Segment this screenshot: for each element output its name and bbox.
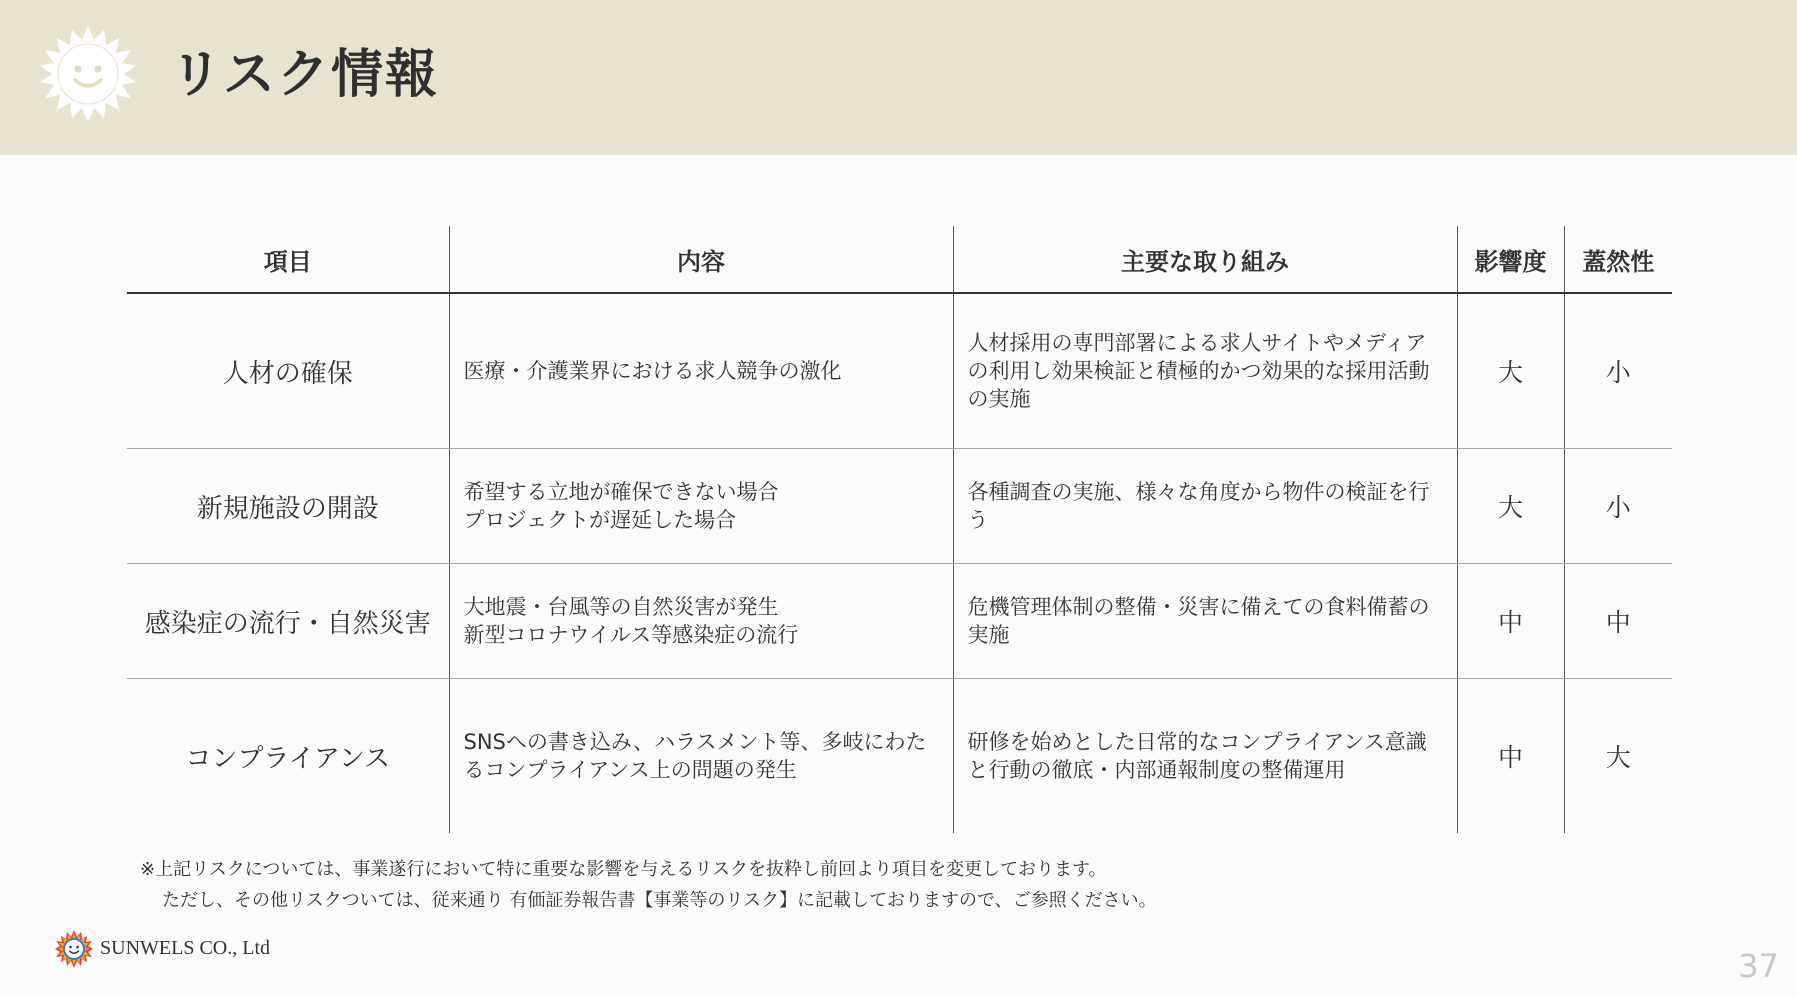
risk-probability: 中: [1564, 564, 1672, 679]
sun-face-icon: [38, 24, 138, 124]
header-band: [0, 0, 1797, 155]
risk-item: 人材の確保: [127, 293, 449, 449]
risk-content: SNSへの書き込み、ハラスメント等、多岐にわたるコンプライアンス上の問題の発生: [449, 679, 953, 834]
table-row: [127, 449, 1672, 564]
risk-content: 希望する立地が確保できない場合 プロジェクトが遅延した場合: [449, 449, 953, 564]
header-impact: 影響度: [1457, 226, 1564, 293]
risk-measures: 研修を始めとした日常的なコンプライアンス意識と行動の徹底・内部通報制度の整備運用: [953, 679, 1457, 834]
risk-item: 新規施設の開設: [127, 449, 449, 564]
table-row: [127, 564, 1672, 679]
risk-item: 感染症の流行・自然災害: [127, 564, 449, 679]
header-probability: 蓋然性: [1564, 226, 1672, 293]
sunwels-logo-icon: [54, 929, 94, 969]
header-content: 内容: [449, 226, 953, 293]
risk-impact: 大: [1457, 449, 1564, 564]
page-title: リスク情報: [170, 45, 439, 105]
table-row: [127, 293, 1672, 449]
risk-probability: 大: [1564, 679, 1672, 834]
risk-measures: 危機管理体制の整備・災害に備えての食料備蓄の実施: [953, 564, 1457, 679]
header-item: 項目: [127, 226, 449, 293]
footnote: ただし、その他リスクついては、従来通り 有価証券報告書【事業等のリスク】に記載しておりますので、ご参照ください。: [162, 890, 1157, 911]
risk-measures: 各種調査の実施、様々な角度から物件の検証を行う: [953, 449, 1457, 564]
risk-impact: 中: [1457, 679, 1564, 834]
risk-content: 大地震・台風等の自然災害が発生 新型コロナウイルス等感染症の流行: [449, 564, 953, 679]
risk-content: 医療・介護業界における求人競争の激化: [449, 293, 953, 449]
table-header-row: [127, 226, 1672, 293]
risk-impact: 大: [1457, 293, 1564, 449]
risk-table: [127, 226, 1672, 833]
risk-measures: 人材採用の専門部署による求人サイトやメディアの利用し効果検証と積極的かつ効果的な採用活動の実施: [953, 293, 1457, 449]
risk-impact: 中: [1457, 564, 1564, 679]
page-number: 37: [1738, 947, 1779, 985]
footnote: ※上記リスクについては、事業遂行において特に重要な影響を与えるリスクを抜粋し前回より項目を変更しております。: [140, 859, 1107, 880]
company-name: SUNWELS CO., Ltd: [100, 937, 270, 959]
risk-probability: 小: [1564, 293, 1672, 449]
table-row: [127, 679, 1672, 834]
risk-probability: 小: [1564, 449, 1672, 564]
risk-item: コンプライアンス: [185, 743, 391, 774]
header-measures: 主要な取り組み: [953, 226, 1457, 293]
